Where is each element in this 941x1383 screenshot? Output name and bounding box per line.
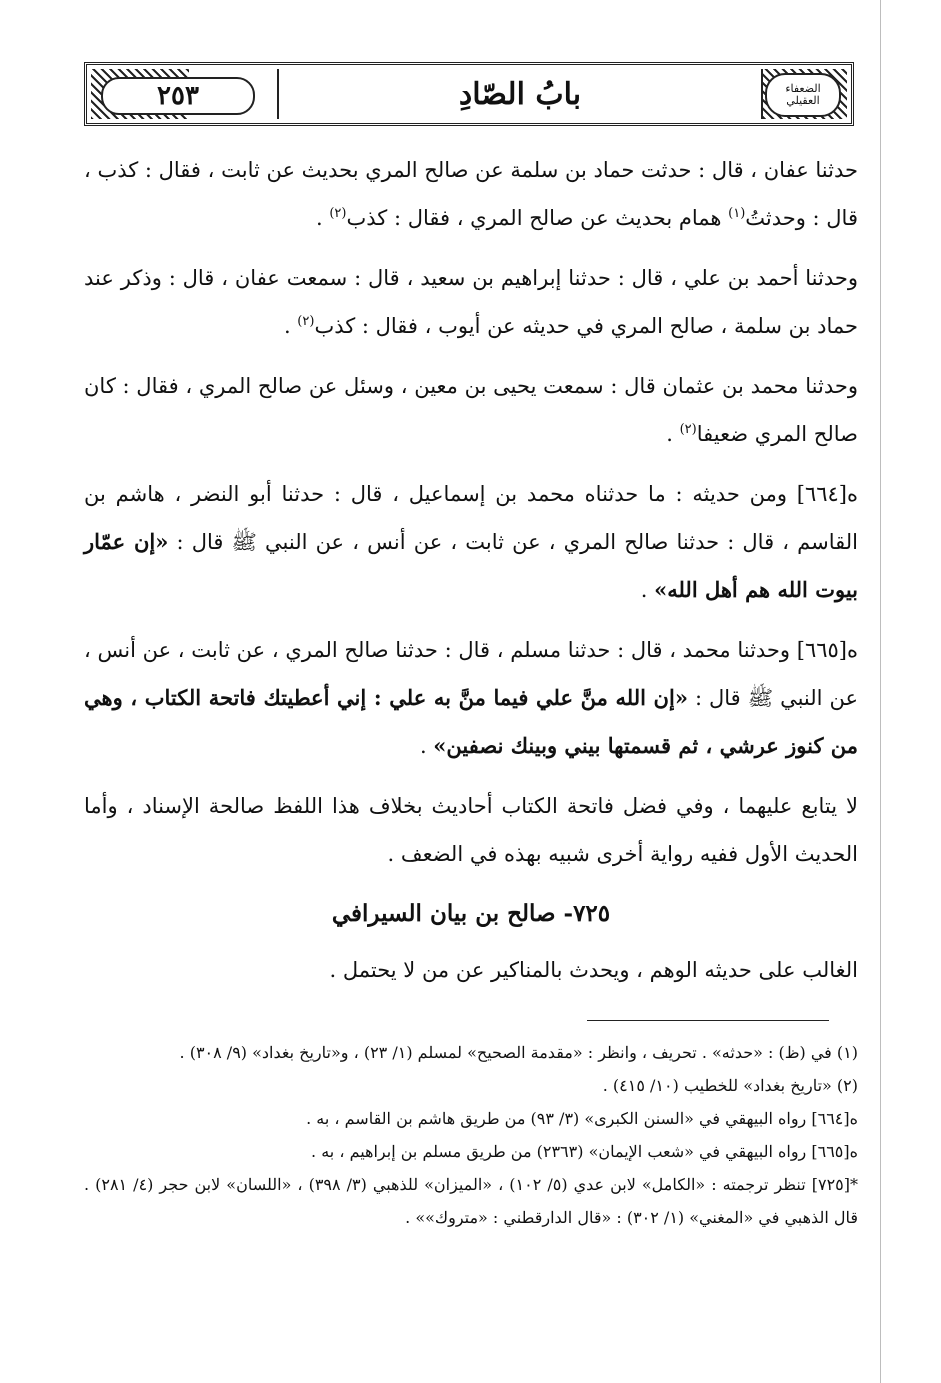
main-text (84, 146, 858, 1006)
paragraph-p1 (84, 146, 858, 242)
page-number: ٢٥٣ (157, 81, 199, 111)
paragraph-text: . (666, 422, 680, 446)
footnote-marker[interactable]: (٢) (679, 422, 697, 437)
paragraph-text: ه[٦٦٥] وحدثنا محمد ، قال : حدثنا مسلم ، قال : حدثنا صالح المري ، عن ثابت ، عن أنس ، عن النبي ﷺ قال : (84, 638, 858, 710)
page-number-cartouche (101, 77, 255, 115)
paragraph-p4 (84, 470, 858, 614)
footnote-marker[interactable]: (٢) (329, 206, 347, 221)
footnote-item: ه[٦٦٤] رواه البيهقي في «السنن الكبرى» (٣/ ٩٣) من طريق هاشم بن القاسم ، به . (306, 1109, 858, 1128)
footnote-item: (١) في (ظ) : «حدثه» . تحريف ، وانظر : «مقدمة الصحيح» لمسلم (١/ ٢٣) ، و«تاريخ بغداد» (٩/ ٣٠٨) . (179, 1043, 858, 1062)
book-seal (765, 73, 841, 117)
paragraphs (84, 146, 858, 878)
paragraph-p6 (84, 782, 858, 878)
paragraph-text: حدثنا عفان ، قال : حدثت حماد بن سلمة عن صالح المري بحديث عن ثابت ، فقال : كذب ، قال : وحدثتُ (83, 158, 858, 230)
footnote-marker[interactable]: (٢) (297, 314, 315, 329)
page-header (84, 62, 854, 126)
paragraph-p5 (84, 626, 858, 770)
footnote-item: (٢) «تاريخ بغداد» للخطيب (١٠/ ٤١٥) . (602, 1076, 858, 1095)
paragraph-text: . (640, 578, 655, 602)
header-title-panel (277, 69, 763, 119)
paragraph-text: ه[٦٦٤] ومن حديثه : ما حدثناه محمد بن إسماعيل ، قال : حدثنا أبو النضر ، هاشم بن القاسم ، قال : حدثنا صالح المري ، عن ثابت ، عن أنس ، عن النبي ﷺ قال : (84, 482, 858, 554)
book-seal-text: الضعفاء العقيلي (785, 82, 821, 107)
entry-heading: ٧٢٥- صالح بن بيان السيرافي (331, 900, 611, 927)
paragraph-text: . (315, 206, 330, 230)
page-edge-line (880, 0, 881, 1383)
paragraph-text: . (283, 314, 298, 338)
footnote-item: ه[٦٦٥] رواه البيهقي في «شعب الإيمان» (٢٣٦٣) من طريق مسلم بن إبراهيم ، به . (311, 1142, 858, 1161)
paragraph-text: وحدثنا محمد بن عثمان قال : سمعت يحيى بن معين ، وسئل عن صالح المري ، فقال : كان صالح المري ضعيفا (84, 374, 858, 446)
paragraph-text: . (419, 734, 434, 758)
paragraph-p3 (84, 362, 858, 458)
paragraph-text: همام بحديث عن صالح المري ، فقال : كذب (346, 206, 729, 230)
paragraph-text: وحدثنا أحمد بن علي ، قال : حدثنا إبراهيم بن سعيد ، قال : سمعت عفان ، قال : وذكر عند حماد بن سلمة ، صالح المري في حديثه عن أيوب ، فقال : كذب (84, 266, 858, 338)
footnote-item: *[٧٢٥] تنظر ترجمته : «الكامل» لابن عدي (٥/ ١٠٢) ، «الميزان» للذهبي (٣/ ٣٩٨) ، «اللسان» لابن حجر (٤/ ٢٨١) . قال الذهبي في «المغني» (١/ ٣٠٢) : «قال الدارقطني : «متروك»» . (84, 1175, 858, 1227)
footnotes (84, 1036, 858, 1234)
hadith-text: «إن الله منَّ علي فيما منَّ به علي : إني أعطيتك فاتحة الكتاب ، وهي من كنوز عرشي ، ثم قسمتها بيني وبينك نصفين» (84, 685, 858, 758)
footnote-marker[interactable]: (١) (728, 206, 746, 221)
paragraph-text: لا يتابع عليهما ، وفي فضل فاتحة الكتاب أحاديث بخلاف هذا اللفظ صالحة الإسناد ، وأما الحديث الأول ففيه رواية أخرى شبيه بهذه في الضعف . (84, 794, 858, 866)
paragraph-p2 (84, 254, 858, 350)
footnote-separator (587, 1020, 829, 1021)
chapter-title: بابُ الصّادِ (458, 76, 582, 112)
entry-description: الغالب على حديثه الوهم ، ويحدث بالمناكير عن من لا يحتمل . (329, 958, 858, 982)
hadith-text: «إن عمّار بيوت الله هم أهل الله» (84, 529, 858, 602)
